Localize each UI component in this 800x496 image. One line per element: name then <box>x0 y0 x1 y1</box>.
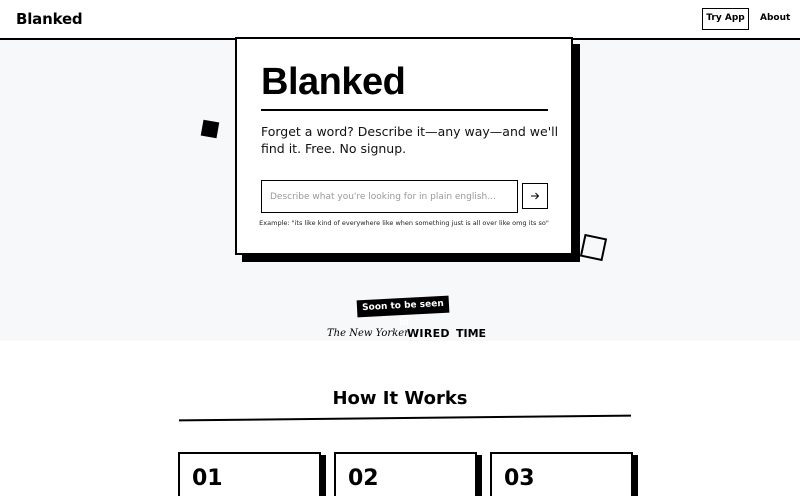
step-card-3 <box>490 452 633 496</box>
soon-badge: Soon to be seen in <box>357 296 450 318</box>
step-card-2 <box>334 452 477 496</box>
search-card <box>235 37 573 255</box>
hero-subtitle: Forget a word? Describe it—any way—and we'll find it. Free. No signup. <box>261 124 559 156</box>
arrow-right-icon <box>530 191 540 201</box>
how-it-works-title: How It Works <box>332 388 468 409</box>
hero-title: Blanked <box>261 61 406 103</box>
press-logo-time: TIME <box>456 327 487 340</box>
search-submit-button[interactable] <box>522 183 548 209</box>
top-nav <box>0 0 800 40</box>
press-logo-new-yorker: The New Yorker <box>327 328 409 339</box>
brand-logo[interactable]: Blanked <box>16 10 83 28</box>
step-card-1 <box>178 452 321 496</box>
decorative-square-outline <box>580 234 607 261</box>
step-number: 01 <box>192 466 223 491</box>
try-app-button[interactable]: Try App <box>702 8 749 30</box>
how-it-works-underline <box>179 415 631 422</box>
search-input[interactable] <box>261 180 518 213</box>
about-link[interactable]: About <box>760 13 791 23</box>
decorative-square-filled <box>201 120 220 139</box>
step-number: 03 <box>504 466 535 491</box>
hero-section <box>0 40 800 341</box>
search-example: Example: "its like kind of everywhere like when something just is all over like omg its so" <box>259 219 549 227</box>
step-number: 02 <box>348 466 379 491</box>
title-underline <box>261 109 548 111</box>
press-logo-wired: WIRED <box>407 327 450 340</box>
